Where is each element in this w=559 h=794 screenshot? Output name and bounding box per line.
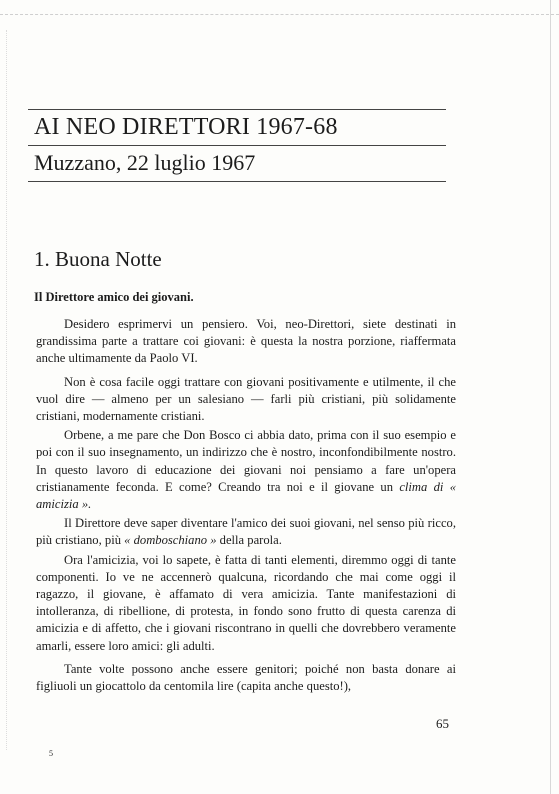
section-title: 1. Buona Notte — [34, 247, 162, 271]
header-rule-middle — [28, 145, 446, 146]
paragraph: Il Direttore deve saper diventare l'amico dei suoi giovani, nel senso più ricco, più cristiano, più « domboschiano » della parola. — [36, 516, 456, 548]
header-rule-top — [28, 109, 446, 110]
page-edge-right — [550, 0, 551, 794]
page-edge-top — [0, 14, 559, 15]
emphasis: « domboschiano » — [124, 533, 217, 548]
section-subtitle: Il Direttore amico dei giovani. — [34, 290, 194, 304]
paragraph: Non è cosa facile oggi trattare con giovani positivamente e utilmente, il che vuol dire — almeno per un salesiano — farli più cristiani, più solidamente cristiani, modernamente cristiani. — [36, 374, 456, 424]
header-rule-bottom — [28, 181, 446, 182]
chapter-place-date: Muzzano, 22 luglio 1967 — [34, 150, 256, 175]
chapter-title: AI NEO DIRETTORI 1967-68 — [34, 114, 338, 140]
page-number: 65 — [436, 716, 449, 731]
paragraph: Ora l'amicizia, voi lo sapete, è fatta di tanti elementi, diremmo oggi di tante componenti. Io ve ne accennerò qualcuna, ricordando che mai come oggi il ragazzo, il giovane, è affamato di vera amicizia. Tante manifestazioni di intolleranza, di ribellione, di protesta, in fondo sono frutto di questa carenza di amicizia e di affetto, che i giovani riscontrano in quelli che dovrebbero veramente amarli, essere loro amici: gli adulti. — [36, 552, 456, 653]
paragraph: Tante volte possono anche essere genitori; poiché non basta donare ai figliuoli un giocattolo da centomila lire (capita anche questo!), — [36, 661, 456, 694]
page-edge-left — [6, 30, 7, 750]
paragraph: Orbene, a me pare che Don Bosco ci abbia dato, prima con il suo esempio e poi con il suo insegnamento, un indirizzo che è nostro, inconfondibilmente nostro. In questo lavoro di educazione dei giovani noi pensiamo a fare un'opera cristianamente feconda. E come? Creando tra noi e il giovane un clima di « amicizia ». — [36, 428, 456, 512]
body-text — [36, 316, 456, 697]
paragraph: Desidero esprimervi un pensiero. Voi, neo-Direttori, siete destinati in grandissima parte a trattare coi giovani: è questa la nostra porzione, riaffermata anche ultimamente da Paolo VI. — [36, 317, 456, 366]
emphasis: clima di « amicizia ». — [36, 479, 456, 512]
signature-mark: 5 — [49, 749, 53, 758]
